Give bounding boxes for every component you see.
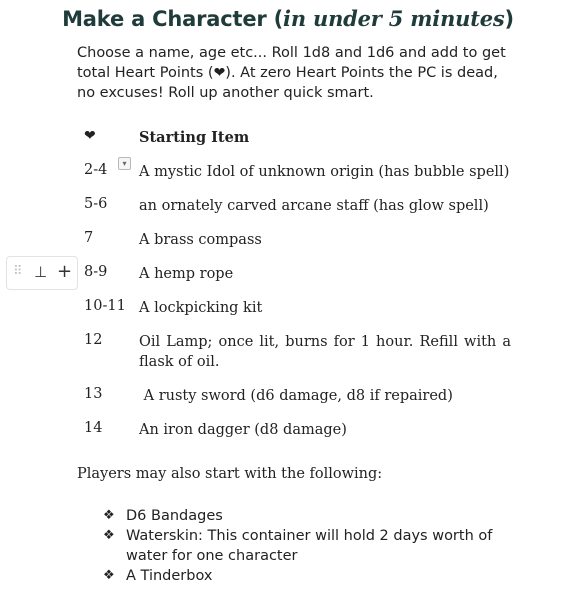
roll-cell: 10-11	[84, 298, 126, 314]
roll-cell: 2-4	[84, 162, 108, 178]
item-cell: An iron dagger (d8 damage)	[139, 422, 347, 438]
roll-cell: 14	[84, 420, 103, 436]
item-cell: A hemp rope	[139, 266, 234, 282]
diamond-bullet-icon: ❖	[103, 508, 115, 523]
roll-cell: 7	[84, 230, 94, 246]
roll-cell: 8-9	[84, 264, 108, 280]
block-handle	[6, 256, 78, 290]
pin-icon[interactable]: ⊥	[34, 263, 48, 281]
intro-text-b: ). At zero Heart Points the PC is dead, no excuses! Roll up another quick smart.	[77, 65, 498, 101]
list-item	[103, 526, 513, 566]
diamond-bullet-icon: ❖	[103, 568, 115, 583]
item-cell: A brass compass	[139, 232, 262, 248]
table-header-row	[84, 128, 514, 148]
title-open-paren: (	[266, 7, 284, 31]
starting-items-table	[84, 128, 514, 438]
list-item-text: A Tinderbox	[126, 568, 213, 584]
add-block-icon[interactable]: +	[57, 261, 73, 282]
title-main: Make a Character	[62, 7, 267, 31]
item-cell: an ornately carved arcane staff (has glow spell)	[139, 198, 489, 214]
table-header-item: Starting Item	[139, 129, 250, 146]
item-cell: Oil Lamp; once lit, burns for 1 hour. Refill with a flask of oil.	[139, 334, 511, 370]
title-close-paren: )	[504, 7, 514, 31]
list-item	[103, 566, 513, 586]
heart-icon: ❤	[213, 65, 226, 81]
list-item-text: D6 Bandages	[126, 508, 223, 524]
cell-dropdown-icon[interactable]: ▾	[118, 157, 131, 170]
roll-cell: 13	[84, 386, 103, 402]
diamond-bullet-icon: ❖	[103, 528, 115, 543]
roll-cell: 5-6	[84, 196, 108, 212]
heart-icon: ❤	[84, 128, 96, 144]
drag-handle-icon[interactable]: ⠿	[13, 264, 22, 279]
players-note: Players may also start with the following:	[77, 466, 383, 482]
item-cell: A rusty sword (d6 damage, d8 if repaired)	[139, 388, 453, 404]
intro-paragraph	[77, 43, 517, 103]
page-title	[0, 6, 576, 31]
list-item	[103, 506, 513, 526]
list-item-text: Waterskin: This container will hold 2 days worth of water for one character	[126, 528, 493, 564]
roll-cell: 12	[84, 332, 103, 348]
bullet-list	[103, 506, 513, 586]
intro-text-a: Choose a name, age etc... Roll 1d8 and 1d6 and add to get total Heart Points (	[77, 45, 506, 81]
title-italic: in under 5 minutes	[283, 6, 505, 31]
item-cell: A mystic Idol of unknown origin (has bubble spell)	[139, 164, 510, 180]
item-cell: A lockpicking kit	[139, 300, 263, 316]
